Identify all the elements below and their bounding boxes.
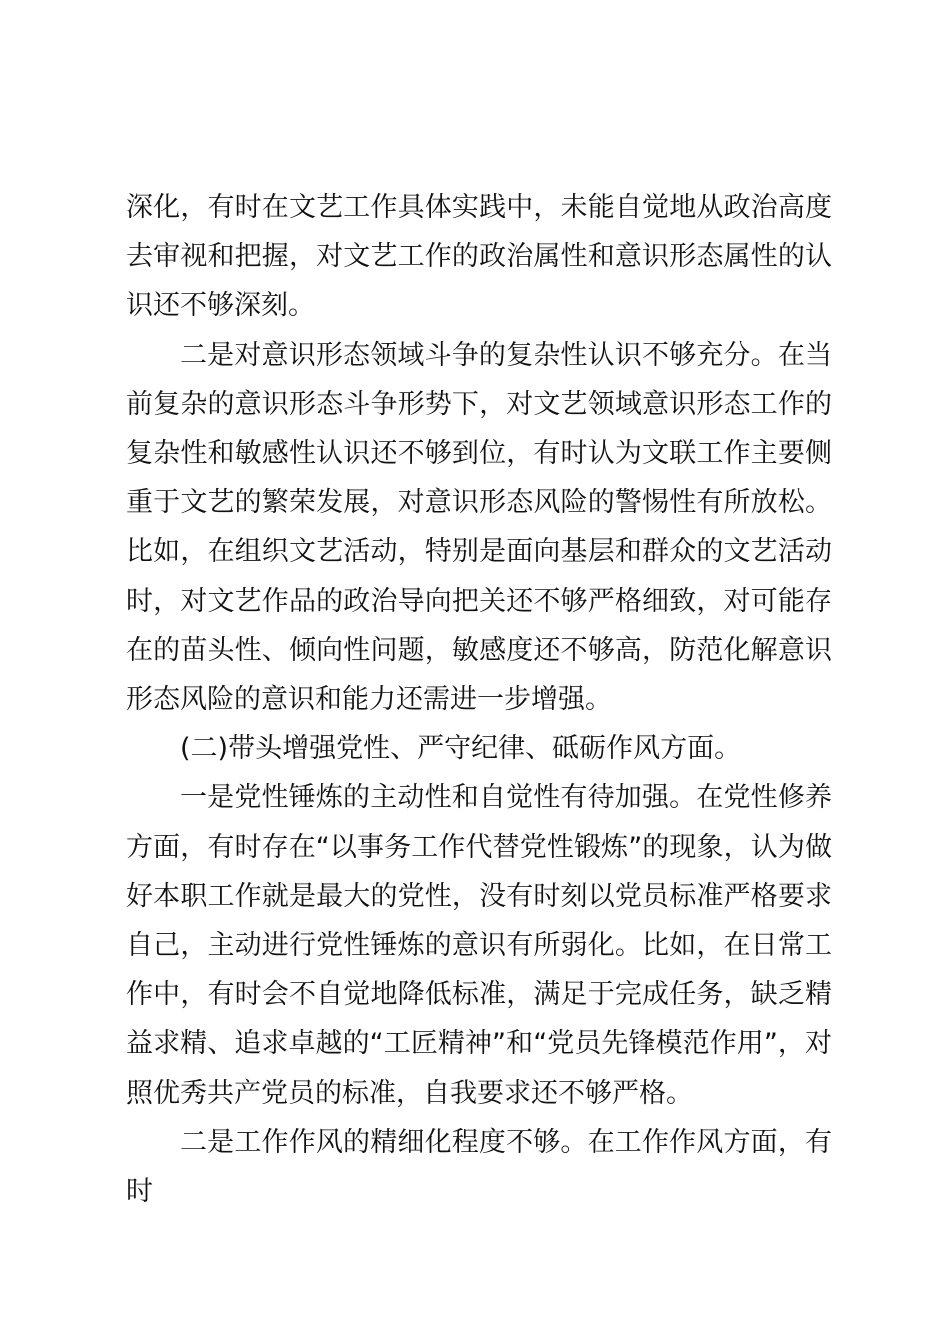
paragraph-work-style: 二是工作作风的精细化程度不够。在工作作风方面，有时: [126, 1126, 832, 1208]
document-body: [126, 183, 832, 1216]
paragraph-continuation: 深化，有时在文艺工作具体实践中，未能自觉地从政治高度去审视和把握，对文艺工作的政治属性和意识形态属性的认识还不够深刻。: [126, 192, 832, 322]
section-heading: (二)带头增强党性、严守纪律、砥砺作风方面。: [180, 733, 742, 765]
paragraph-ideology-struggle: 二是对意识形态领域斗争的复杂性认识不够充分。在当前复杂的意识形态斗争形势下，对文艺领域意识形态工作的复杂性和敏感性认识还不够到位，有时认为文联工作主要侧重于文艺的繁荣发展，对意识形态风险的警惕性有所放松。比如，在组织文艺活动，特别是面向基层和群众的文艺活动时，对文艺作品的政治导向把关还不够严格细致，对可能存在的苗头性、倾向性问题，敏感度还不够高，防范化解意识形态风险的意识和能力还需进一步增强。: [126, 339, 832, 716]
paragraph-party-spirit: 一是党性锤炼的主动性和自觉性有待加强。在党性修养方面，有时存在“以事务工作代替党性锻炼”的现象，认为做好本职工作就是最大的党性，没有时刻以党员标准严格要求自己，主动进行党性锤炼的意识有所弱化。比如，在日常工作中，有时会不自觉地降低标准，满足于完成任务，缺乏精益求精、追求卓越的“工匠精神”和“党员先锋模范作用”，对照优秀共产党员的标准，自我要求还不够严格。: [126, 782, 832, 1109]
